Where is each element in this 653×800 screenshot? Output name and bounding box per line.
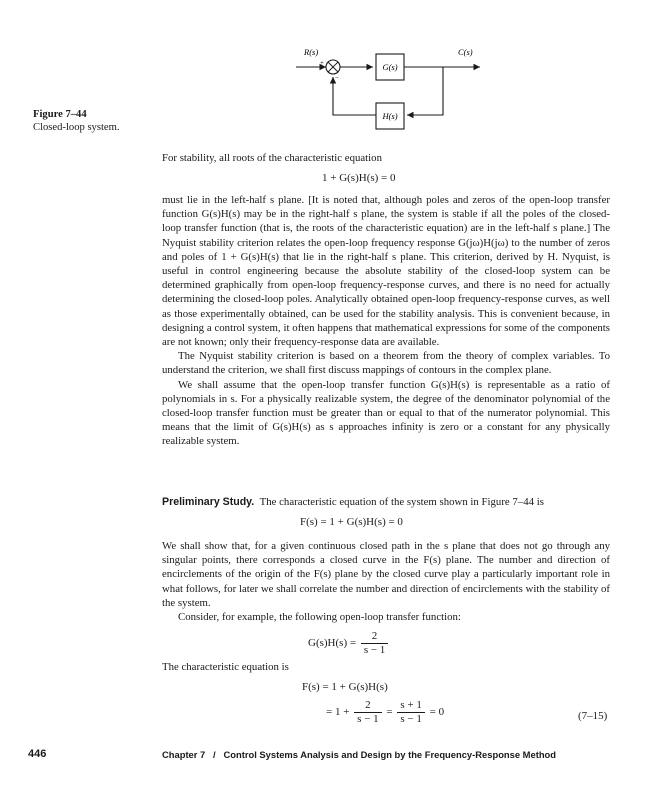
eq4-lead: = 1 + (326, 706, 350, 719)
equation-f-of-s: F(s) = 1 + G(s)H(s) = 0 (300, 516, 403, 528)
paragraph-1: must lie in the left-half s plane. [It is noted that, although poles and zeros of the open-loop transfer function G(s)H(s) may be in the right-half s plane, the system is stable if all the poles of the closed-loop transfer function (that is, the roots of the characteristic equation) are in the left-half s plane.] The Nyquist stability criterion relates the open-loop frequency response G(jω)H(jω) to the number of zeros and poles of 1 + G(s)H(s) that lie in the right-half s plane. This criterion, derived by H. Nyquist, is useful in control engineering because the absolute stability of the closed-loop system can be determined graphically from open-loop frequency-response curves, and there is no need for actually determining the closed-loop poles. Analytically obtained open-loop frequency-response curves, as well as those experimentally obtained, can be used for the stability analysis. This is convenient because, in designing a control system, it often happens that mathematical expressions for some of the components are not known; only their frequency-response data are available. (162, 194, 610, 349)
paragraph-5: Consider, for example, the following open-loop transfer function: (178, 611, 461, 624)
running-footer-chapter: Chapter 7 / Control Systems Analysis and Design by the Frequency-Response Method (162, 749, 557, 760)
figure-caption: Closed-loop system. (33, 122, 120, 133)
eq4-fraction-2 (397, 699, 424, 726)
feedback-takeoff (407, 67, 443, 115)
eq4-frac1-denominator: s − 1 (354, 712, 381, 726)
discussion-block (162, 539, 610, 624)
main-text-block (162, 193, 610, 449)
input-label: R(s) (304, 47, 319, 57)
char-eq-intro-block (162, 660, 610, 674)
g-block-label: G(s) (382, 62, 398, 72)
eq3-lhs: G(s)H(s) = (308, 637, 357, 650)
intro-text-block (162, 151, 610, 165)
eq4-frac2-denominator: s − 1 (397, 712, 424, 726)
equation-open-loop-tf (308, 630, 390, 657)
preliminary-study-text: The characteristic equation of the system shown in Figure 7–44 is (259, 496, 544, 508)
eq4-end: = 0 (429, 706, 445, 719)
equation-f-line1: F(s) = 1 + G(s)H(s) (302, 681, 388, 693)
output-label: C(s) (458, 47, 473, 57)
eq4-frac2-numerator: s + 1 (400, 699, 422, 711)
h-block-label: H(s) (382, 111, 398, 121)
equation-characteristic: 1 + G(s)H(s) = 0 (322, 172, 396, 184)
equation-f-line2 (326, 699, 444, 726)
eq3-fraction (361, 630, 388, 657)
eq4-fraction-1 (354, 699, 381, 726)
eq4-frac1-numerator: 2 (365, 699, 371, 711)
feedback-return-arrow (333, 77, 376, 115)
eq4-middle: = (386, 706, 393, 719)
preliminary-study-heading: Preliminary Study. (162, 496, 255, 508)
char-eq-intro: The characteristic equation is (162, 661, 289, 673)
intro-paragraph: For stability, all roots of the characteristic equation (162, 152, 382, 164)
figure-label: Figure 7–44 (33, 109, 87, 120)
paragraph-2: The Nyquist stability criterion is based on a theorem from the theory of complex variables. To understand the criterion, we shall first discuss mappings of contours in the complex plane. (162, 350, 610, 377)
page-number: 446 (28, 748, 47, 760)
summing-junction (326, 60, 340, 74)
eq3-denominator: s − 1 (361, 643, 388, 657)
preliminary-study-block (162, 495, 610, 509)
paragraph-3: We shall assume that the open-loop transfer function G(s)H(s) is representable as a ratio of polynomials in s. For a physically realizable system, the degree of the denominator polynomial of the closed-loop transfer function must be greater than or equal to that of the numerator polynomial. This means that the limit of G(s)H(s) as s approaches infinity is zero or a constant for any physically realizable system. (162, 378, 610, 448)
equation-number: (7–15) (578, 710, 608, 722)
closed-loop-block-diagram (280, 44, 490, 134)
sum-minus-sign: − (335, 74, 339, 82)
eq3-numerator: 2 (371, 630, 378, 642)
sum-plus-sign: + (320, 59, 324, 67)
paragraph-4: We shall show that, for a given continuous closed path in the s plane that does not go through any singular points, there corresponds a closed curve in the F(s) plane. The number and direction of encirclements of the origin of the F(s) plane by the closed curve play a particularly important role in what follows, for later we shall correlate the number and direction of encirclements with the stability of the system. (162, 540, 610, 609)
